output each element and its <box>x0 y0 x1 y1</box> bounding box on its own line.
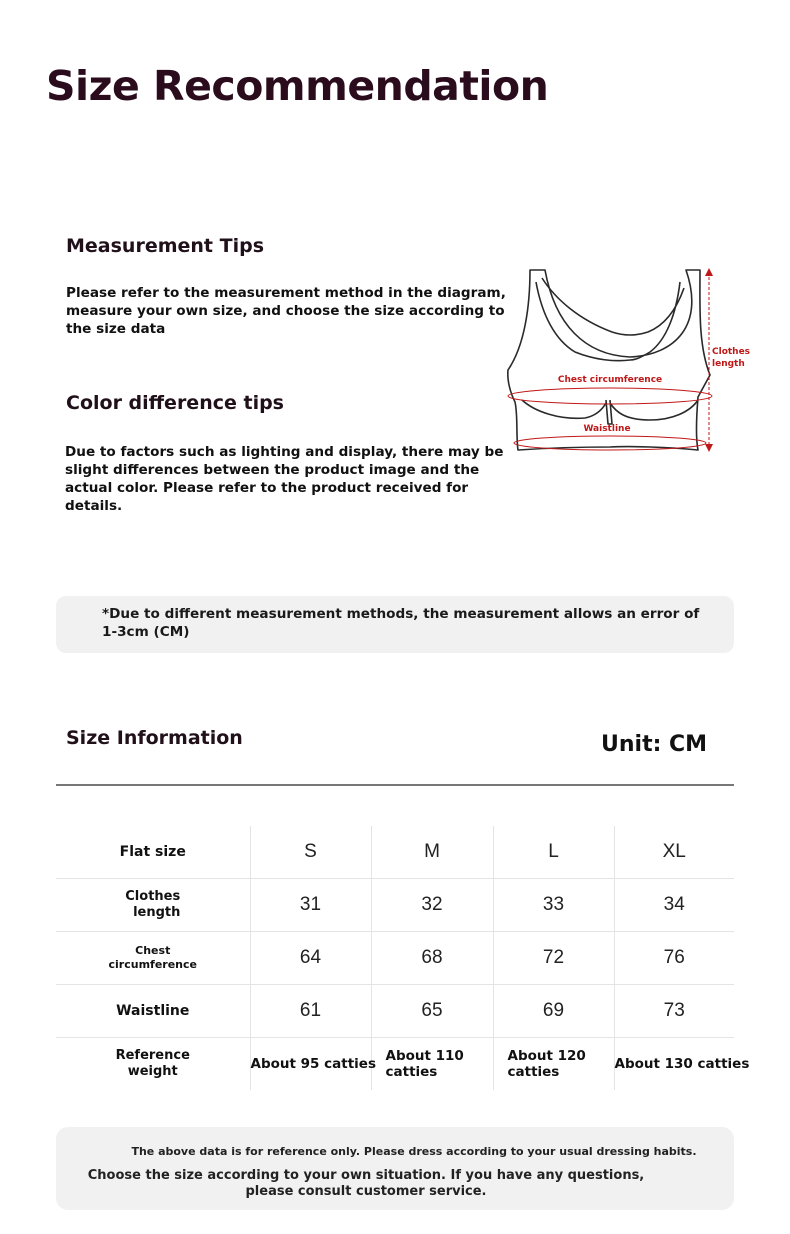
measurement-tips-heading: Measurement Tips <box>66 235 264 257</box>
row-label-reference-weight: Reference weight <box>115 1048 190 1079</box>
table-cell: 76 <box>614 932 734 985</box>
table-cell: 68 <box>371 932 493 985</box>
size-info-heading: Size Information <box>66 727 243 749</box>
table-cell: 33 <box>493 879 614 932</box>
table-cell: 69 <box>493 985 614 1038</box>
color-tips-text: Due to factors such as lighting and display, there may be slight differences between the product image and the actual color. Please refer to the product received for details. <box>65 444 504 514</box>
row-label-clothes-length: Clothes length <box>56 879 250 932</box>
waist-label: Waistline <box>583 424 631 434</box>
size-table <box>56 826 750 1090</box>
divider <box>56 784 734 786</box>
row-label-waistline: Waistline <box>56 985 250 1038</box>
table-cell: About 120 catties <box>493 1038 614 1091</box>
chest-label: Chest circumference <box>557 375 663 385</box>
garment-diagram <box>500 260 760 460</box>
table-cell: About 130 catties <box>614 1038 734 1091</box>
table-cell: About 95 catties <box>250 1038 371 1091</box>
page-title: Size Recommendation <box>46 62 549 110</box>
table-cell: 73 <box>614 985 734 1038</box>
flat-size-header: Flat size <box>56 826 250 879</box>
clothes-length-label-line1: Clothes <box>712 347 751 357</box>
size-header-s: S <box>250 826 371 879</box>
color-tips-heading: Color difference tips <box>66 392 284 414</box>
footer-line-2: Choose the size according to your own situation. If you have any questions, please consult customer service. <box>87 1168 645 1199</box>
unit-label: Unit: CM <box>601 732 708 757</box>
clothes-length-label-line2: length <box>712 359 745 369</box>
table-cell: 34 <box>614 879 734 932</box>
table-row <box>56 932 734 985</box>
measurement-note-text: *Due to different measurement methods, the measurement allows an error of 1-3cm (CM) <box>102 606 700 640</box>
table-cell: 31 <box>250 879 371 932</box>
footer-line-1: The above data is for reference only. Please dress according to your usual dressing habits. <box>131 1145 697 1158</box>
table-cell: 64 <box>250 932 371 985</box>
table-cell: About 110 catties <box>371 1038 493 1091</box>
table-cell: 65 <box>371 985 493 1038</box>
size-header-l: L <box>493 826 614 879</box>
size-header-m: M <box>371 826 493 879</box>
table-row <box>56 1038 734 1091</box>
measurement-tips-text: Please refer to the measurement method in the diagram, measure your own size, and choose the size according to the size data <box>66 285 506 337</box>
table-cell: 61 <box>250 985 371 1038</box>
table-cell: 72 <box>493 932 614 985</box>
size-header-xl: XL <box>614 826 734 879</box>
table-row <box>56 985 734 1038</box>
table-header-row <box>56 826 734 879</box>
measurement-note <box>56 596 734 653</box>
table-cell: 32 <box>371 879 493 932</box>
row-label-chest: Chest circumference <box>56 932 250 985</box>
footer-note <box>56 1127 734 1210</box>
table-row <box>56 879 734 932</box>
